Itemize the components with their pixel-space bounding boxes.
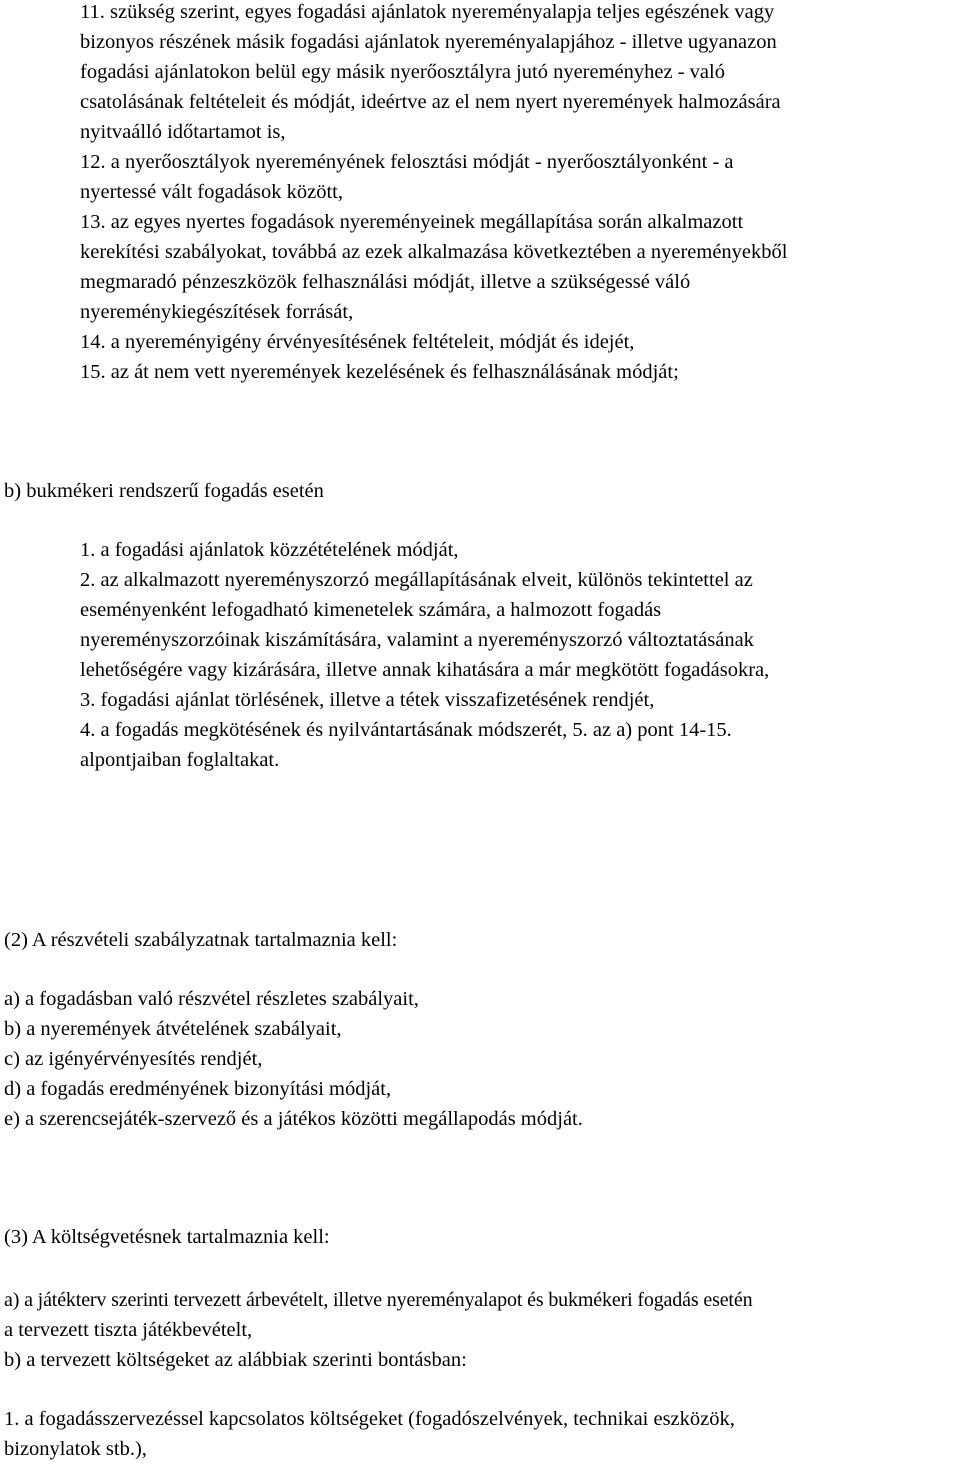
list-item: a) a fogadásban való részvétel részletes szabályait,: [4, 988, 419, 1010]
list-item: c) az igényérvényesítés rendjét,: [4, 1048, 263, 1070]
paragraph-2-heading: (2) A részvételi szabályzatnak tartalmaznia kell:: [4, 929, 398, 951]
list-item: b) a tervezett költségeket az alábbiak szerinti bontásban:: [4, 1349, 467, 1371]
sub-list-item: 1. a fogadásszervezéssel kapcsolatos költségeket (fogadószelvények, technikai eszközök,: [4, 1408, 735, 1430]
text-line: 12. a nyerőosztályok nyereményének felosztási módját - nyerőosztályonként - a: [80, 151, 734, 173]
text-line: nyertessé vált fogadások között,: [80, 181, 344, 203]
text-line: 15. az át nem vett nyeremények kezelésének és felhasználásának módját;: [80, 361, 679, 383]
text-line: nyereménykiegészítések forrását,: [80, 301, 354, 323]
text-line: 11. szükség szerint, egyes fogadási ajánlatok nyereményalapja teljes egészének vagy: [80, 1, 775, 23]
sub-list-item: bizonylatok stb.),: [4, 1438, 147, 1460]
text-line: 13. az egyes nyertes fogadások nyereményeinek megállapítása során alkalmazott: [80, 211, 744, 233]
text-line: eseményenként lefogadható kimenetelek számára, a halmozott fogadás: [80, 599, 662, 621]
text-line: 2. az alkalmazott nyereményszorzó megállapításának elveit, különös tekintettel az: [80, 569, 753, 591]
text-line: nyereményszorzóinak kiszámítására, valamint a nyereményszorzó változtatásának: [80, 629, 754, 651]
list-item: d) a fogadás eredményének bizonyítási módját,: [4, 1078, 392, 1100]
list-item: a tervezett tiszta játékbevételt,: [4, 1319, 253, 1341]
text-line: 14. a nyereményigény érvényesítésének feltételeit, módját és idejét,: [80, 331, 635, 353]
text-line: alpontjaiban foglaltakat.: [80, 749, 280, 771]
text-line: kerekítési szabályokat, továbbá az ezek alkalmazása következtében a nyereményekből: [80, 241, 788, 263]
paragraph-3-heading: (3) A költségvetésnek tartalmaznia kell:: [4, 1226, 330, 1248]
text-line: 1. a fogadási ajánlatok közzétételének módját,: [80, 539, 459, 561]
list-item: a) a játékterv szerinti tervezett árbevételt, illetve nyereményalapot és bukmékeri fogadás esetén: [4, 1289, 753, 1311]
text-line: lehetőségére vagy kizárására, illetve annak kihatására a már megkötött fogadásokra,: [80, 659, 770, 681]
text-line: fogadási ajánlatokon belül egy másik nyerőosztályra jutó nyereményhez - való: [80, 61, 725, 83]
section-b-heading: b) bukmékeri rendszerű fogadás esetén: [4, 480, 324, 502]
list-item: b) a nyeremények átvételének szabályait,: [4, 1018, 342, 1040]
text-line: 3. fogadási ajánlat törlésének, illetve a tétek visszafizetésének rendjét,: [80, 689, 655, 711]
text-line: bizonyos részének másik fogadási ajánlatok nyereményalapjához - illetve ugyanazon: [80, 31, 777, 53]
text-line: csatolásának feltételeit és módját, ideértve az el nem nyert nyeremények halmozására: [80, 91, 781, 113]
text-line: 4. a fogadás megkötésének és nyilvántartásának módszerét, 5. az a) pont 14-15.: [80, 719, 732, 741]
list-item: e) a szerencsejáték-szervező és a játékos közötti megállapodás módját.: [4, 1108, 583, 1130]
text-line: megmaradó pénzeszközök felhasználási módját, illetve a szükségessé váló: [80, 271, 691, 293]
text-line: nyitvaálló időtartamot is,: [80, 121, 286, 143]
